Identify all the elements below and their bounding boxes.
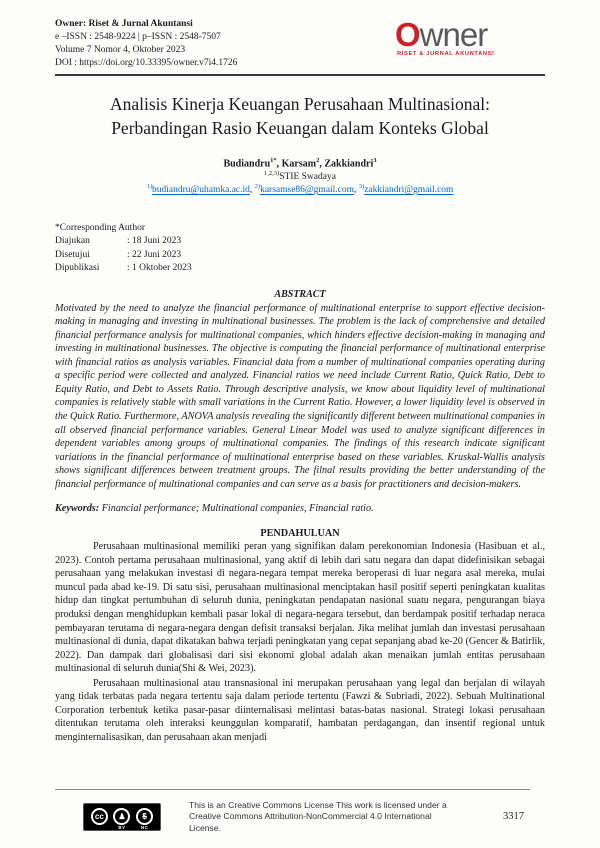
page-number: 3317	[503, 811, 524, 823]
published-row	[55, 262, 545, 276]
email-sup-1: 1)	[146, 183, 152, 191]
introduction-heading: PENDAHULUAN	[260, 528, 340, 540]
accepted-date: : 22 Juni 2023	[127, 249, 182, 260]
accepted-row	[55, 249, 545, 263]
email-separator: ,	[354, 185, 359, 196]
submitted-date: : 18 Juni 2023	[127, 236, 182, 247]
doi-line: DOI : https://doi.org/10.33395/owner.v7i4.1726	[55, 58, 238, 68]
intro-paragraph-1: Perusahaan multinasional memiliki peran yang signifikan dalam perekonomian Indonesia (Hasibuan et al., 2023). Contoh pertama perusahaan multinasional, yang aktif di lebih dari satu negara dan dapat didefinisikan sebagai perusahaan yang melakukan investasi di negara-negara tempat mereka beroperasi di luar negara asal mereka, mulai muncul pada abad ke-19. Di satu sisi, perusahaan multinasional menciptakan hasil positif seperti peningkatan kualitas hidup dan tingkat pertumbuhan di seluruh dunia, peningkatan pendapatan nasional suatu negara, pengurangan biaya produksi dengan menghidupkan kembali pasar lokal di negara-negara tersebut, dan berdampak positif terhadap neraca pembayaran terutama di negara-negara dengan defisit transaksi berjalan. Jika melihat jumlah dan investasi perusahaan multinasional di dunia, dapat dikatakan bahwa terjadi peningkatan yang cepat sepanjang abad ke-20 (Gencer & Batirlik, 2022). Dan dampak dari globalisasi dari sisi ekonomi global adalah akan menaikan jumlah entitas perusahaan multinasional di seluruh dunia(Shi & Wei, 2023).	[55, 541, 545, 675]
footer-divider	[55, 789, 530, 790]
journal-meta	[55, 18, 237, 70]
cc-by-icon: ♟ BY	[113, 808, 130, 825]
email-separator: ,	[249, 185, 255, 196]
submitted-label: Diajukan	[55, 236, 90, 247]
logo-subtitle: RISET & JURNAL AKUNTANSI	[397, 51, 495, 57]
volume-line: Volume 7 Nomor 4, Oktober 2023	[55, 45, 186, 55]
email-link-1[interactable]: budiandru@uhamka.ac.id	[151, 185, 250, 196]
author-separator: ,	[319, 158, 325, 170]
email-link-2[interactable]: karsamse86@gmail.com	[260, 185, 355, 196]
submitted-row	[55, 235, 545, 249]
author-name-1: Budiandru	[223, 158, 271, 170]
keywords-text: Financial performance; Multinational companies, Financial ratio.	[99, 503, 374, 515]
author-name-3: Zakkiandri	[324, 158, 374, 170]
logo-letter-o: O	[395, 16, 420, 53]
affiliation-name: STIE Swadaya	[279, 172, 336, 183]
abstract-heading: ABSTRACT	[274, 288, 326, 300]
authors-line	[55, 157, 545, 169]
email-sup-2: 2)	[254, 183, 261, 191]
journal-header	[55, 18, 545, 70]
keywords-line	[55, 503, 545, 514]
email-sup-3: 3)	[358, 183, 365, 191]
paper-title: Analisis Kinerja Keuangan Perusahaan Multinasional: Perbandingan Rasio Keuangan dalam Konteks Global	[109, 94, 491, 138]
affiliation-line	[55, 170, 545, 182]
published-date: : 1 Oktober 2023	[127, 263, 192, 274]
affiliation-sup: 1,2,3)	[264, 170, 280, 178]
page-footer	[55, 789, 545, 835]
issn-line: e –ISSN : 2548-9224 | p–ISSN : 2548-7507	[55, 32, 221, 42]
cc-nc-icon: $ NC	[136, 808, 153, 825]
intro-paragraph-2: Perusahaan multinasional atau transnasional ini merupakan perusahaan yang legal dan berjalan di wilayah yang tidak terbatas pada negara tertentu saja dalam periode tertentu (Fawzi & Subriadi, 2022). Sebuah Multinational Corporation terbentuk ketika pasar-pasar diinternalisasi melintasi batas-batas nasional. Strategi lokasi perusahaan ditentukan terutama oleh interaksi keunggulan komparatif, hambatan perdagangan, dan insentif regional untuk menginternalisasikan, dan perusahaan akan menjadi	[55, 677, 545, 743]
accepted-label: Disetujui	[55, 249, 90, 260]
correspondence-block	[55, 222, 545, 276]
logo-wordmark	[395, 16, 545, 53]
license-text: This is an Creative Commons License This work is licensed under a Creative Commons Attribution-NonCommercial 4.0 International License.	[189, 799, 447, 833]
author-sup-1: 1*	[270, 157, 277, 164]
header-divider	[55, 74, 545, 76]
cc-license-badge	[83, 803, 161, 831]
keywords-label: Keywords:	[55, 503, 100, 515]
author-sup-2: 2	[316, 157, 320, 164]
emails-line	[55, 183, 545, 195]
email-link-3[interactable]: zakkiandri@gmail.com	[364, 185, 454, 196]
corresponding-author-label: *Corresponding Author	[55, 222, 145, 233]
author-sup-3: 3	[373, 157, 377, 164]
owner-logo	[395, 18, 545, 57]
logo-wordmark-rest: wner	[419, 16, 488, 53]
journal-name: Owner: Riset & Jurnal Akuntansi	[55, 19, 193, 29]
abstract-body: Motivated by the need to analyze the financial performance of multinational enterprise to support effective decision-making in managing and investing in multinational businesses. The problem is the lack of comprehensive and detailed financial performance analysis for multinational companies, which hinders effective decision-making in managing and investing in multinational businesses. The objective is computing the financial performance of multinational enterprise with financial ratios as analysis variables. Financial data from a number of multinational companies operating during a specific period were collected and analyzed. Financial ratios we need include Current Ratio, Quick Ratio, Debt to Equity Ratio, and Debt to Assets Ratio. Through descriptive analysis, we know about liquidity level of multinational companies is relatively stable with small variations in the Current Ratio. However, a lower liquidity level is observed in the Quick Ratio. Furthermore, ANOVA analysis revealing the significantly different between multinational companies in all observed financial performance variables. General Linear Model was used to analyze significant differences in dependent variables among groups of multinational companies. The findings of this research indicate significant variations in the financial performance of multinational enterprise based on these variables. Kruskal-Wallis analysis shows significant differences between treatment groups. The filnal results providing the better understanding of the financial performance of multinational companies and can serve as a basis for practitioners and decision-makers.	[55, 302, 545, 490]
author-separator: ,	[276, 158, 282, 170]
author-name-2: Karsam	[281, 158, 317, 170]
published-label: Dipublikasi	[55, 263, 100, 274]
cc-icon: cc	[91, 808, 108, 825]
